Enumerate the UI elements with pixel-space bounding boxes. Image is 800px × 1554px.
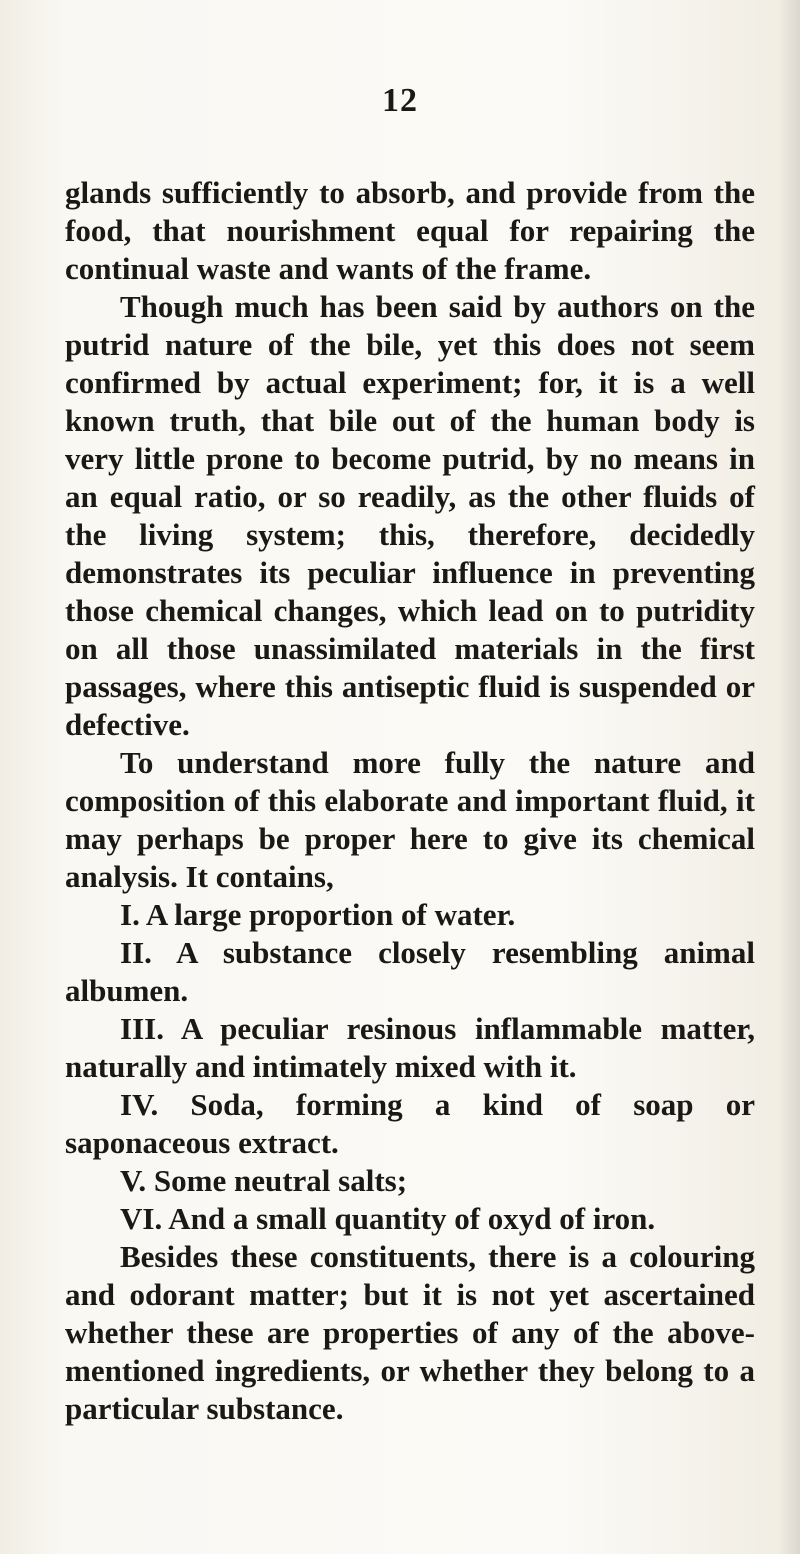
paragraph-3: To understand more fully the nature and composition of this elaborate and important fluid, it may perhaps be proper here to give its chemical analysis. It contains,	[65, 745, 755, 894]
list-item-5: V. Some neutral salts;	[120, 1163, 408, 1198]
list-item-6: VI. And a small quantity of oxyd of iron.	[120, 1201, 656, 1236]
paragraph-2: Though much has been said by authors on the putrid nature of the bile, yet this does not seem confirmed by actual experiment; for, it is a well known truth, that bile out of the human body is very little prone to become putrid, by no means in an equal ratio, or so readily, as the other fluids of the living system; this, therefore, decidedly demonstrates its peculiar influence in preventing those chemical changes, which lead on to putridity on all those unassimilated materials in the first passages, where this antiseptic fluid is suspended or defective.	[65, 289, 755, 742]
page-number: 12	[382, 82, 418, 119]
paragraph-1: glands sufficiently to absorb, and provide from the food, that nourishment equal for repairing the continual waste and wants of the frame.	[65, 175, 755, 286]
list-item-3: III. A peculiar resinous inflammable matter, naturally and intimately mixed with it.	[65, 1011, 755, 1084]
list-item-4: IV. Soda, forming a kind of soap or saponaceous extract.	[65, 1087, 755, 1160]
page-text	[65, 174, 755, 1428]
page-edge-shadow	[778, 0, 800, 1554]
list-item-2: II. A substance closely resembling animal albumen.	[65, 935, 755, 1008]
list-item-1: I. A large proportion of water.	[120, 897, 516, 932]
closing-paragraph: Besides these constituents, there is a colouring and odorant matter; but it is not yet ascertained whether these are properties of any of the above-mentioned ingredients, or whether they belong to a particular substance.	[65, 1239, 755, 1426]
